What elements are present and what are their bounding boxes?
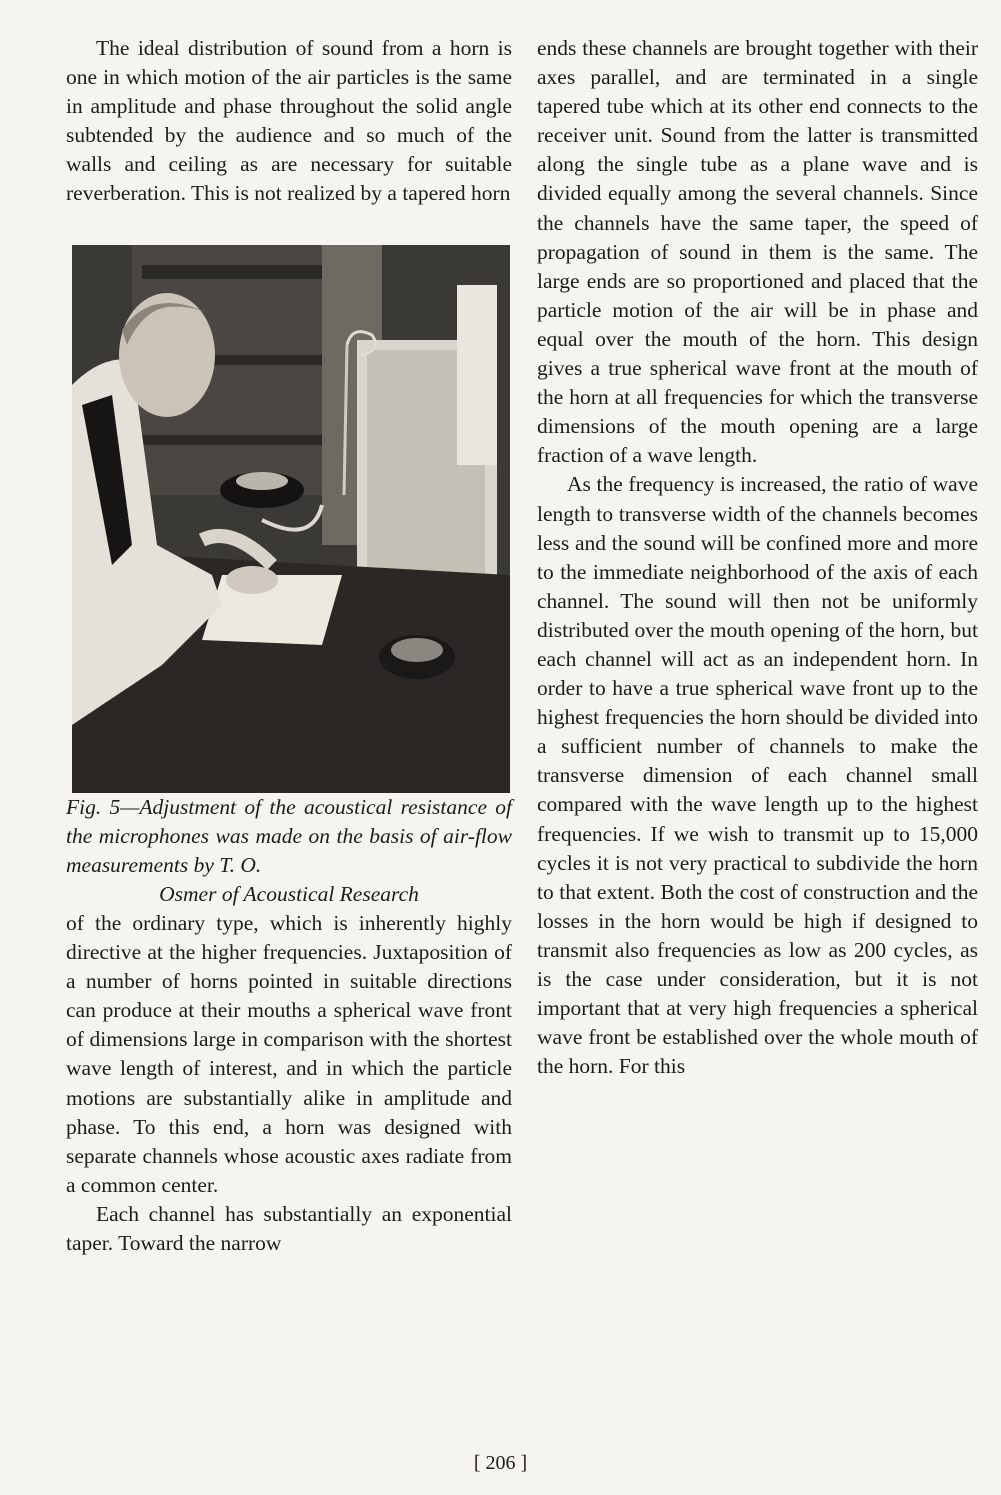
left-paragraph-1: The ideal distribution of sound from a horn is one in which motion of the air particles is the same in amplitude and phase throughout the solid angle subtended by the audience and so much of the walls and ceiling as are necessary for suitable reverberation. This is not realized by a tapered horn — [66, 36, 512, 206]
page-number: [ 206 ] — [473, 1452, 528, 1474]
figure-caption-last-line: Osmer of Acoustical Research — [159, 881, 419, 906]
left-column — [66, 34, 512, 1258]
figure-5-photo — [72, 245, 510, 793]
left-paragraph-2: of the ordinary type, which is inherently highly directive at the higher frequencies. Juxtaposition of a number of horns pointed in suitable directions can produce at their mouths a spherical wave front of dimensions large in comparison with the shortest wave length of interest, and in which the particle motions are substantially alike in amplitude and phase. To this end, a horn was designed with separate channels whose acoustic axes radiate from a common center. — [66, 910, 512, 1197]
right-paragraph-1: ends these channels are brought together with their axes parallel, and are terminated in a single tapered tube which at its other end connects to the receiver unit. Sound from the latter is transmitted along the single tube as a plane wave and is divided equally among the several channels. Since the channels have the same taper, the speed of propagation of sound in them is the same. The large ends are so proportioned and placed that the particle motion of the air will be in phase and equal over the mouth of the horn. This design gives a true spherical wave front at the mouth of the horn at all frequencies for which the transverse dimensions of the mouth opening are a large fraction of a wave length. — [537, 36, 978, 468]
photo-illustration — [72, 245, 510, 793]
right-column — [537, 34, 978, 1081]
figure-caption-text: Fig. 5—Adjustment of the acoustical resistance of the microphones was made on the basis of air-flow measurements by T. O. — [66, 794, 512, 877]
figure-caption — [66, 793, 512, 909]
left-paragraph-3: Each channel has substantially an exponential taper. Toward the narrow — [66, 1201, 512, 1255]
right-paragraph-2: As the frequency is increased, the ratio of wave length to transverse width of the channels becomes less and the sound will be confined more and more to the immediate neighborhood of the axis of each channel. The sound will then not be uniformly distributed over the mouth opening of the horn, but each channel will act as an independent horn. In order to have a true spherical wave front up to the highest frequencies the horn should be divided into a sufficient number of channels to make the transverse dimension of each channel small compared with the wave length up to the highest frequencies. If we wish to transmit up to 15,000 cycles it is not very practical to subdivide the horn to that extent. Both the cost of construction and the losses in the horn would be high if designed to transmit also frequencies as low as 200 cycles, as is the case under consideration, but it is not important that at very high frequencies a spherical wave front be established over the whole mouth of the horn. For this — [537, 472, 978, 1079]
